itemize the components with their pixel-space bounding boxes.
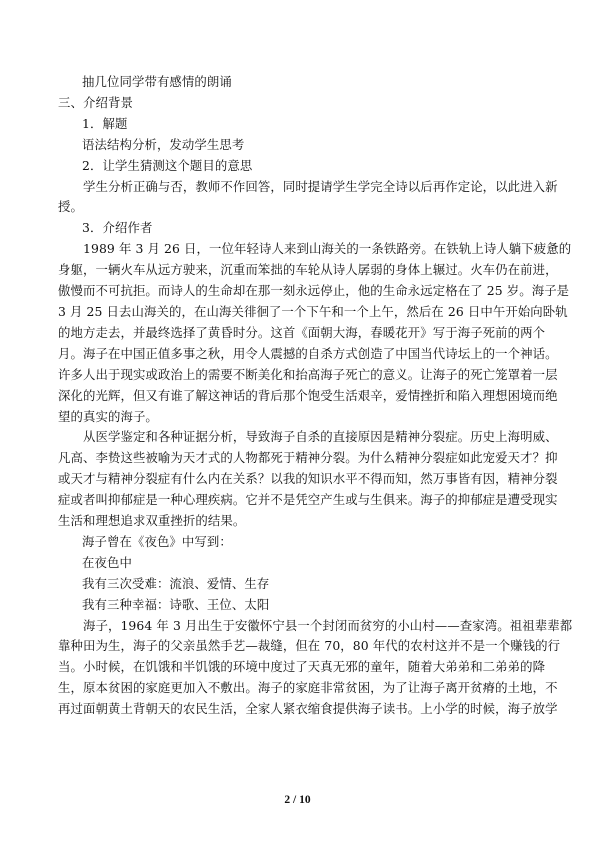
paragraph-line: 3 月 25 日去山海关的，在山海关徘徊了一个下午和一个上午，然后在 26 日中午开始向卧轨 [58, 303, 568, 319]
paragraph-line: 生，原本贫困的家庭更加入不敷出。海子的家庭非常贫困，为了让海子离开贫瘠的土地，不 [58, 680, 558, 696]
paragraph-line: 我有三种幸福：诗歌、王位、太阳 [82, 596, 270, 612]
paragraph-line: 许多人出于现实或政治上的需要不断美化和抬高海子死亡的意义。让海子的死亡笼罩着一层 [58, 366, 558, 382]
paragraph-line: 学生分析正确与否，教师不作回答，同时提请学生学完全诗以后再作定论，以此进入新 [58, 178, 558, 194]
paragraph-line: 海子曾在《夜色》中写到： [82, 533, 232, 549]
paragraph-line: 身躯，一辆火车从远方驶来，沉重而笨拙的车轮从诗人孱弱的身体上辗过。火车仍在前进， [58, 262, 558, 278]
paragraph-line: 海子，1964 年 3 月出生于安徽怀宁县一个封闭而贫穷的小山村——查家湾。祖祖辈辈都 [58, 617, 573, 633]
paragraph-line: 1989 年 3 月 26 日，一位年轻诗人来到山海关的一条铁路旁。在铁轨上诗人躺下疲惫的 [58, 241, 572, 257]
paragraph-line: 3．介绍作者 [82, 220, 153, 236]
paragraph-line: 从医学鉴定和各种证据分析，导致海子自杀的直接原因是精神分裂症。历史上海明威、 [58, 429, 558, 445]
paragraph-line: 抽几位同学带有感情的朗诵 [82, 74, 232, 89]
paragraph-line: 症或者叫抑郁症是一种心理疾病。它并不是凭空产生或与生俱来。海子的抑郁症是遭受现实 [58, 492, 558, 508]
paragraph-line: 望的真实的海子。 [58, 408, 158, 424]
paragraph-line: 2．让学生猜测这个题目的意思 [82, 157, 253, 173]
page-number: 2 / 10 [284, 794, 311, 806]
paragraph-line: 再过面朝黄土背朝天的农民生活，全家人紧衣缩食提供海子读书。上小学的时候，海子放学 [58, 701, 558, 717]
paragraph-line: 月。海子在中国正值多事之秋，用令人震撼的自杀方式创造了中国当代诗坛上的一个神话。 [58, 345, 558, 361]
paragraph-line: 的地方走去，并最终选择了黄昏时分。这首《面朝大海，春暖花开》写于海子死前的两个 [58, 324, 546, 340]
paragraph-line: 当。小时候，在饥饿和半饥饿的环境中度过了天真无邪的童年，随着大弟弟和二弟弟的降 [58, 659, 546, 675]
paragraph-line: 或天才与精神分裂症有什么内在关系？以我的知识水平不得而知，然万事皆有因，精神分裂 [58, 471, 558, 487]
paragraph-line: 凡高、李贽这些被喻为天才式的人物都死于精神分裂。为什么精神分裂症如此宠爱天才？抑 [58, 450, 558, 466]
paragraph-line: 三、介绍背景 [58, 94, 133, 110]
paragraph-line: 1．解题 [82, 115, 128, 131]
document-body [58, 72, 573, 720]
paragraph-line: 傲慢而不可抗拒。而诗人的生命却在那一刻永远停止，他的生命永远定格在了 25 岁。海子是 [58, 283, 570, 299]
paragraph-line: 授。 [58, 199, 83, 215]
paragraph-line: 靠种田为生，海子的父亲虽然手艺—裁缝，但在 70，80 年代的农村这并不是一个赚钱的行 [58, 638, 561, 654]
paragraph-line: 我有三次受难：流浪、爱情、生存 [82, 575, 270, 591]
paragraph-line: 在夜色中 [82, 554, 132, 570]
paragraph-line: 深化的光辉，但又有谁了解这神话的背后那个饱受生活艰辛，爱情挫折和陷入理想困境而绝 [58, 387, 558, 403]
paragraph-line: 语法结构分析，发动学生思考 [82, 136, 245, 152]
paragraph-line: 生活和理想追求双重挫折的结果。 [58, 513, 246, 529]
